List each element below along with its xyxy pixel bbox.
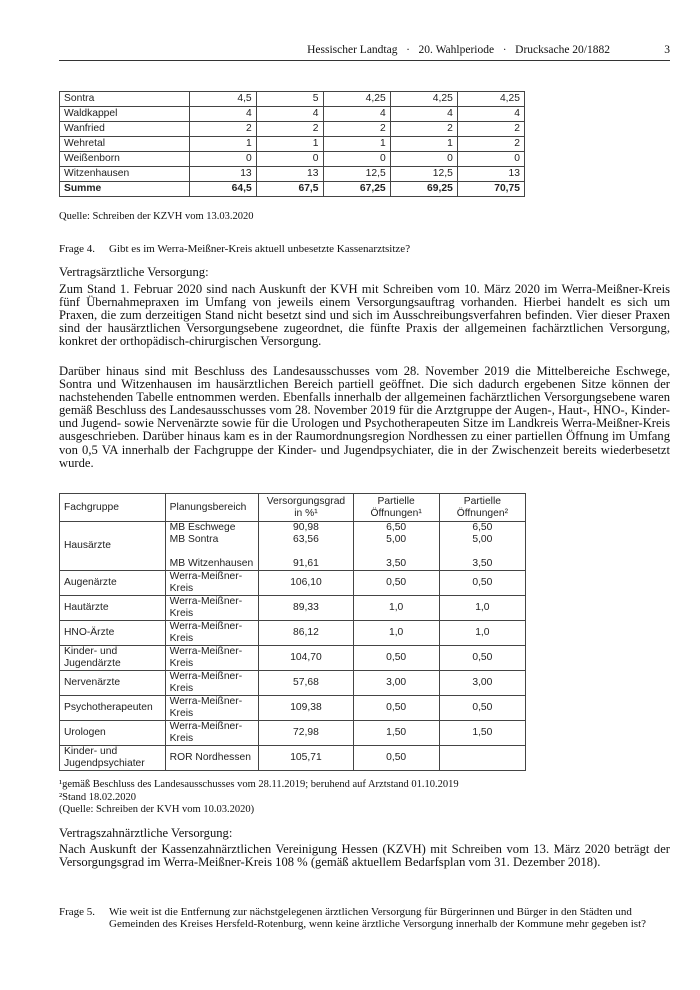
opening1-cell: 1,50: [353, 721, 439, 746]
sum-value-cell: 67,5: [256, 182, 323, 197]
value-cell: 0: [390, 152, 457, 167]
stacked-value: [444, 546, 521, 558]
column-header: Partielle Öffnungen¹: [353, 494, 439, 522]
grad-cell: 104,70: [259, 646, 353, 671]
value-cell: 4: [390, 107, 457, 122]
opening2-cell: 0,50: [439, 571, 525, 596]
group-cell: Hausärzte: [60, 522, 166, 571]
sum-label-cell: Summe: [60, 182, 190, 197]
value-cell: 1: [390, 137, 457, 152]
opening2-cell: 1,0: [439, 596, 525, 621]
page-header: [59, 44, 670, 58]
stacked-cell: [353, 522, 439, 571]
question-4-label: Frage 4.: [59, 243, 96, 255]
value-cell: 1: [189, 137, 256, 152]
table-row-hausaerzte: [60, 522, 526, 571]
table1-source: Quelle: Schreiben der KZVH vom 13.03.2020: [59, 211, 254, 222]
section2-heading: Vertragszahnärztliche Versorgung:: [59, 826, 233, 840]
table-row: [60, 721, 526, 746]
section1-paragraph-1: Zum Stand 1. Februar 2020 sind nach Auskunft der KVH mit Schreiben vom 10. März 2020 im Werra-Meißner-Kreis fünf Übernahmepraxen im Umfang von jeweils einem Versorgungsauftrag vorhanden. Hierbei handelt es sich um Praxen, die zum derzeitigen Stand nicht besetzt sind und sich im Ausschreibungsverfahren befinden. Vier dieser Praxen sind der hausärztlichen Versorgungsebene zugeordnet, die fünfte Praxis der allgemeinen fachärztlichen Versorgung, konkret der orthopädisch-chirurgischen Versorgung.: [59, 282, 670, 349]
grad-cell: 86,12: [259, 621, 353, 646]
area-cell: Werra-Meißner-Kreis: [165, 621, 259, 646]
opening1-cell: 1,0: [353, 621, 439, 646]
area-cell: ROR Nordhessen: [165, 746, 259, 771]
value-cell: 0: [457, 152, 524, 167]
table-row: [60, 122, 525, 137]
value-cell: 2: [323, 122, 390, 137]
municipality-cell: Wehretal: [60, 137, 190, 152]
table-row: [60, 152, 525, 167]
value-cell: 0: [256, 152, 323, 167]
stacked-value: [263, 546, 348, 558]
municipality-cell: Witzenhausen: [60, 167, 190, 182]
group-cell: Psychotherapeuten: [60, 696, 166, 721]
stacked-value: 6,50: [386, 522, 407, 533]
question-5-label: Frage 5.: [59, 906, 96, 918]
area-cell: Werra-Meißner-Kreis: [165, 596, 259, 621]
table-row: [60, 671, 526, 696]
column-header: Planungsbereich: [165, 494, 259, 522]
footnote-1: ¹gemäß Beschluss des Landesausschusses vom 28.11.2019; beruhend auf Arztstand 01.10.2019: [59, 779, 459, 790]
area-cell: Werra-Meißner-Kreis: [165, 671, 259, 696]
area-cell: Werra-Meißner-Kreis: [165, 571, 259, 596]
table-row: [60, 92, 525, 107]
opening1-cell: 3,00: [353, 671, 439, 696]
table-row: [60, 646, 526, 671]
table-row: [60, 571, 526, 596]
header-title: Hessischer Landtag · 20. Wahlperiode · Drucksache 20/1882: [307, 44, 610, 56]
table2-source: (Quelle: Schreiben der KVH vom 10.03.2020): [59, 804, 255, 816]
opening1-cell: 0,50: [353, 571, 439, 596]
value-cell: 13: [256, 167, 323, 182]
stacked-value: [358, 546, 435, 558]
value-cell: 12,5: [323, 167, 390, 182]
group-cell: Urologen: [60, 721, 166, 746]
opening1-cell: 0,50: [353, 746, 439, 771]
value-cell: 4,5: [189, 92, 256, 107]
group-cell: Augenärzte: [60, 571, 166, 596]
value-cell: 13: [457, 167, 524, 182]
value-cell: 4: [457, 107, 524, 122]
value-cell: 2: [189, 122, 256, 137]
stacked-value: 5,00: [472, 534, 493, 545]
column-header: Versorgungsgrad in %¹: [259, 494, 353, 522]
opening1-cell: 1,0: [353, 596, 439, 621]
opening2-cell: 3,00: [439, 671, 525, 696]
page-number: 3: [664, 44, 670, 56]
opening2-cell: 0,50: [439, 646, 525, 671]
grad-cell: 106,10: [259, 571, 353, 596]
footnote-2: ²Stand 18.02.2020: [59, 791, 136, 803]
table-row: [60, 621, 526, 646]
area-cell: Werra-Meißner-Kreis: [165, 646, 259, 671]
grad-cell: 89,33: [259, 596, 353, 621]
stacked-value: 3,50: [386, 558, 407, 569]
section2-paragraph: Nach Auskunft der Kassenzahnärztlichen Vereinigung Hessen (KZVH) mit Schreiben vom 13. März 2020 beträgt der Versorgungsgrad im Werra-Meißner-Kreis 108 % (gemäß aktuellem Bedarfsplan vom 31. Dezember 2018).: [59, 842, 670, 870]
opening2-cell: 1,0: [439, 621, 525, 646]
grad-cell: 105,71: [259, 746, 353, 771]
group-cell: HNO-Ärzte: [60, 621, 166, 646]
stacked-cell: [165, 522, 259, 571]
value-cell: 2: [457, 137, 524, 152]
physician-table: [59, 493, 526, 771]
value-cell: 2: [457, 122, 524, 137]
stacked-value: MB Sontra: [169, 534, 219, 545]
group-cell: Kinder- und Jugendpsychiater: [60, 746, 166, 771]
dentist-table: [59, 91, 525, 197]
value-cell: 4,25: [457, 92, 524, 107]
question-4-text: Gibt es im Werra-Meißner-Kreis aktuell unbesetzte Kassenarztsitze?: [109, 243, 411, 255]
group-cell: Nervenärzte: [60, 671, 166, 696]
value-cell: 0: [189, 152, 256, 167]
grad-cell: 72,98: [259, 721, 353, 746]
grad-cell: 109,38: [259, 696, 353, 721]
stacked-value: 90,98: [293, 522, 319, 533]
stacked-value: [170, 546, 255, 558]
value-cell: 12,5: [390, 167, 457, 182]
header-rule: [59, 60, 670, 61]
table-row: [60, 596, 526, 621]
table-row: [60, 137, 525, 152]
stacked-value: 91,61: [293, 558, 319, 569]
stacked-value: 3,50: [472, 558, 493, 569]
value-cell: 4,25: [390, 92, 457, 107]
value-cell: 4: [323, 107, 390, 122]
question-5-text: Wie weit ist die Entfernung zur nächstgelegenen ärztlichen Versorgung für Bürgerinnen und Bürger in den Städten und Gemeinden des Kreises Hersfeld-Rotenburg, wenn keine ärztliche Versorgung innerhalb der Kommune mehr gegeben ist?: [109, 906, 647, 930]
value-cell: 5: [256, 92, 323, 107]
stacked-value: 63,56: [293, 534, 319, 545]
opening1-cell: 0,50: [353, 646, 439, 671]
stacked-cell: [259, 522, 353, 571]
section1-heading: Vertragsärztliche Versorgung:: [59, 265, 209, 279]
opening2-cell: 0,50: [439, 696, 525, 721]
municipality-cell: Weißenborn: [60, 152, 190, 167]
municipality-cell: Waldkappel: [60, 107, 190, 122]
table-header-row: [60, 494, 526, 522]
section1-paragraph-2: Darüber hinaus sind mit Beschluss des Landesausschusses vom 28. November 2019 die Mittelbereiche Eschwege, Sontra und Witzenhausen im hausärztlichen Bereich partiell geöffnet. Die sich dadurch ergebenen Sitze können der nachstehenden Tabelle entnommen werden. Ebenfalls innerhalb der allgemeinen fachärztlichen Versorgungsebene waren gemäß Beschluss des Landesausschusses vom 28. November 2019 für die Arztgruppe der Augen-, Haut-, HNO-, Kinder- und Jugend- sowie Nervenärzte sowie für die Urologen und Psychotherapeuten Sitze im Landkreis Werra-Meißner-Kreis ausgeschrieben. Darüber hinaus kam es in der Raumordnungsregion Nordhessen zu einer partiellen Öffnung im Umfang von 0,5 VA innerhalb der Fachgruppe der Kinder- und Jugendpsychiater, die in der Zwischenzeit bereits wiederbesetzt wurde.: [59, 364, 670, 470]
opening1-cell: 0,50: [353, 696, 439, 721]
stacked-value: 5,00: [386, 534, 407, 545]
table-row: [60, 167, 525, 182]
value-cell: 0: [323, 152, 390, 167]
column-header: Partielle Öffnungen²: [439, 494, 525, 522]
sum-row: [60, 182, 525, 197]
column-header: Fachgruppe: [60, 494, 166, 522]
municipality-cell: Wanfried: [60, 122, 190, 137]
stacked-value: MB Eschwege: [169, 522, 236, 533]
stacked-cell: [439, 522, 525, 571]
area-cell: Werra-Meißner-Kreis: [165, 721, 259, 746]
sum-value-cell: 69,25: [390, 182, 457, 197]
municipality-cell: Sontra: [60, 92, 190, 107]
group-cell: Kinder- und Jugendärzte: [60, 646, 166, 671]
value-cell: 2: [256, 122, 323, 137]
value-cell: 2: [390, 122, 457, 137]
sum-value-cell: 67,25: [323, 182, 390, 197]
value-cell: 4,25: [323, 92, 390, 107]
grad-cell: 57,68: [259, 671, 353, 696]
table2-notes: [59, 779, 459, 817]
opening2-cell: 1,50: [439, 721, 525, 746]
group-cell: Hautärzte: [60, 596, 166, 621]
value-cell: 4: [256, 107, 323, 122]
value-cell: 13: [189, 167, 256, 182]
opening2-cell: [439, 746, 525, 771]
value-cell: 1: [323, 137, 390, 152]
sum-value-cell: 64,5: [189, 182, 256, 197]
table-row: [60, 746, 526, 771]
table-row: [60, 696, 526, 721]
table-row: [60, 107, 525, 122]
stacked-value: MB Witzenhausen: [169, 558, 254, 569]
stacked-value: 6,50: [472, 522, 493, 533]
area-cell: Werra-Meißner-Kreis: [165, 696, 259, 721]
value-cell: 1: [256, 137, 323, 152]
sum-value-cell: 70,75: [457, 182, 524, 197]
value-cell: 4: [189, 107, 256, 122]
